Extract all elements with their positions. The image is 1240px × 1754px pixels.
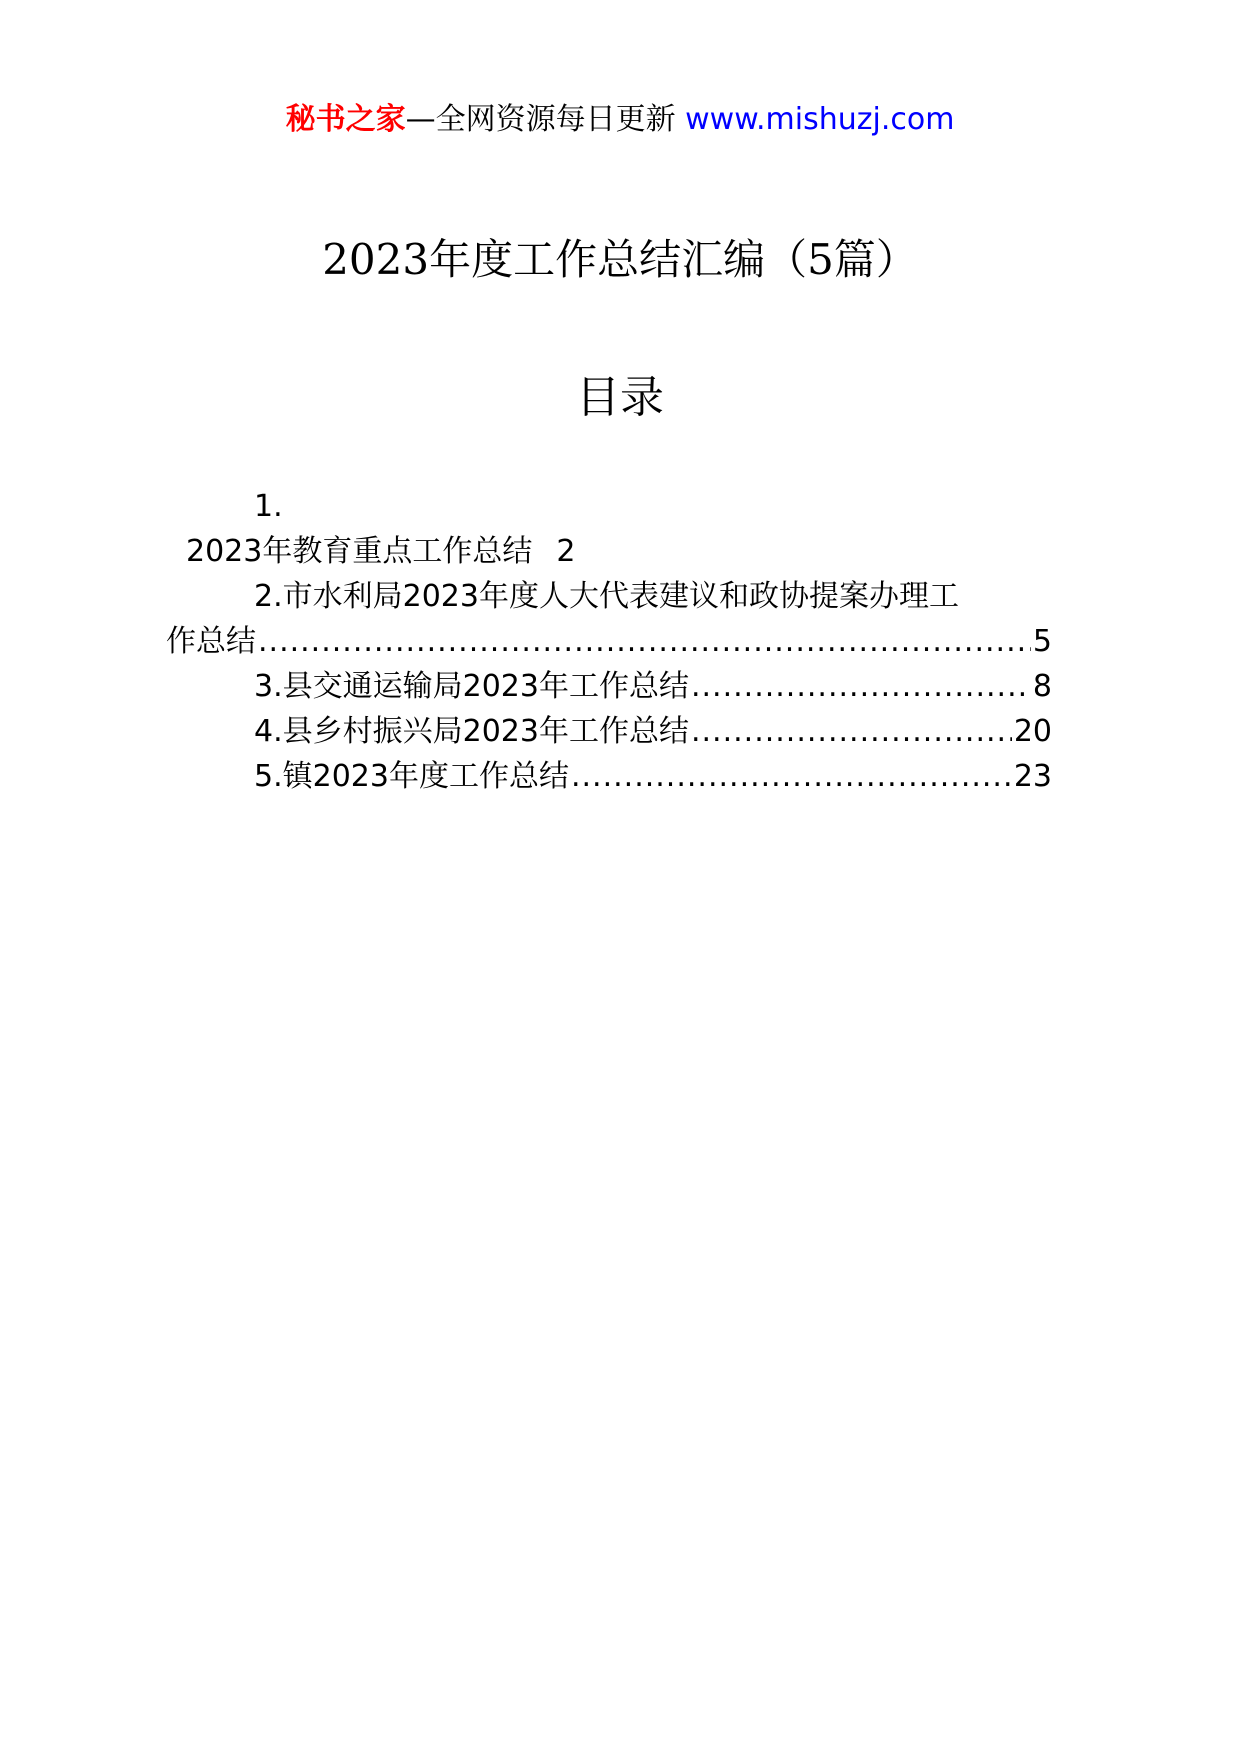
table-of-contents <box>166 484 1052 799</box>
toc-item-4[interactable] <box>186 709 1052 754</box>
toc-item-2[interactable] <box>166 619 1052 664</box>
toc-item-1[interactable] <box>186 529 1052 574</box>
toc-heading: 目录 <box>576 372 664 423</box>
toc-item-1-number[interactable] <box>186 484 1052 529</box>
header-tagline: —全网资源每日更新 <box>405 102 676 137</box>
site-header <box>0 100 1240 140</box>
toc-item-page: 2 <box>556 534 576 569</box>
toc-item-page: 8 <box>1032 669 1052 704</box>
site-url-link[interactable]: www.mishuzj.com <box>685 102 955 137</box>
toc-item-title: 2.市水利局2023年度人大代表建议和政协提案办理工 <box>254 579 959 614</box>
toc-dot-leader <box>691 664 1031 709</box>
toc-item-page: 20 <box>1013 714 1052 749</box>
toc-item-number: 1. <box>254 489 283 524</box>
toc-item-title: 5.镇2023年度工作总结 <box>254 759 569 794</box>
toc-item-title: 3.县交通运输局2023年工作总结 <box>254 669 689 704</box>
toc-item-page: 23 <box>1013 759 1052 794</box>
toc-item-title-continued: 作总结 <box>166 624 256 659</box>
toc-item-3[interactable] <box>186 664 1052 709</box>
toc-dot-leader <box>571 754 1012 799</box>
document-title: 2023年度工作总结汇编（5篇） <box>322 235 918 284</box>
toc-item-page: 5 <box>1032 624 1052 659</box>
toc-dot-leader <box>258 619 1031 664</box>
toc-item-2-line1[interactable] <box>186 574 1052 619</box>
toc-item-title: 4.县乡村振兴局2023年工作总结 <box>254 714 689 749</box>
brand-name: 秘书之家 <box>285 102 406 137</box>
toc-item-title: 2023年教育重点工作总结 <box>186 534 533 569</box>
toc-dot-leader <box>691 709 1012 754</box>
toc-item-5[interactable] <box>186 754 1052 799</box>
